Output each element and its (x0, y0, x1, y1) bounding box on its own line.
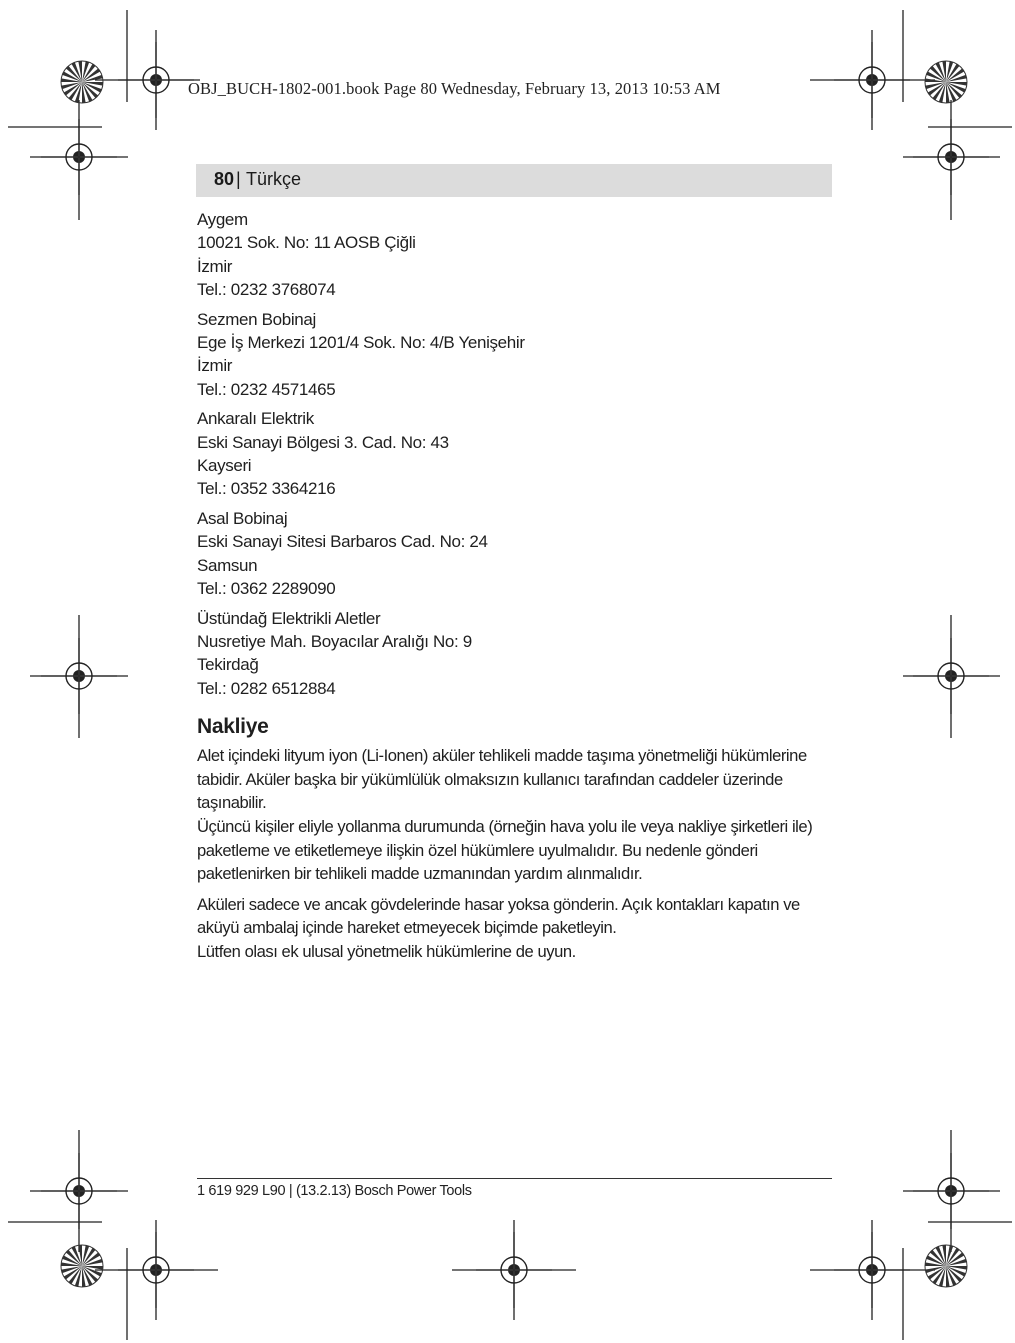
address-city: Kayseri (197, 456, 252, 476)
address-phone: Tel.: 0282 6512884 (197, 678, 336, 698)
section-paragraph: Lütfen olası ek ulusal yönetmelik hükümlerine de uyun. (197, 941, 576, 961)
address-name: Sezmen Bobinaj (197, 309, 316, 329)
address-phone: Tel.: 0232 3768074 (197, 280, 336, 300)
address-name: Üstündağ Elektrikli Aletler (197, 608, 381, 628)
address-block (197, 208, 837, 302)
page-number: 80 (214, 169, 235, 189)
address-block (197, 507, 837, 601)
address-block (197, 407, 837, 501)
address-name: Ankaralı Elektrik (197, 409, 314, 429)
print-slug-line: OBJ_BUCH-1802-001.book Page 80 Wednesday, February 13, 2013 10:53 AM (188, 79, 721, 98)
address-phone: Tel.: 0232 4571465 (197, 379, 336, 399)
address-street: Nusretiye Mah. Boyacılar Aralığı No: 9 (197, 631, 472, 651)
footer-rule (197, 1178, 832, 1179)
address-phone: Tel.: 0362 2289090 (197, 579, 336, 599)
page-content (197, 208, 837, 970)
star-target-bottom-right (925, 1245, 967, 1287)
address-city: İzmir (197, 356, 233, 376)
star-target-bottom-left (61, 1245, 103, 1287)
address-phone: Tel.: 0352 3364216 (197, 479, 336, 499)
address-street: Ege İş Merkezi 1201/4 Sok. No: 4/B Yenişehir (197, 333, 525, 353)
address-city: Tekirdağ (197, 655, 259, 675)
address-city: Samsun (197, 555, 258, 575)
address-name: Asal Bobinaj (197, 508, 288, 528)
address-street: Eski Sanayi Sitesi Barbaros Cad. No: 24 (197, 532, 488, 552)
address-name: Aygem (197, 210, 248, 229)
address-street: 10021 Sok. No: 11 AOSB Çiğli (197, 233, 416, 253)
address-street: Eski Sanayi Bölgesi 3. Cad. No: 43 (197, 432, 449, 452)
header-language: Türkçe (246, 169, 302, 189)
star-target-top-left (61, 61, 103, 103)
section-paragraph: Alet içindeki lityum iyon (Li-Ionen) aküler tehlikeli madde taşıma yönetmeliği hükümlerine tabidir. Aküler başka bir yükümlülük olmaksızın kullanıcı tarafından caddeler üzerinde taşınabilir. (197, 746, 807, 813)
page-header-bar (196, 164, 832, 197)
section-paragraph: Aküleri sadece ve ancak gövdelerinde hasar yoksa gönderin. Açık kontakları kapatın ve aküyü ambalaj içinde hareket etmeyecek biçimde paketleyin. (197, 894, 800, 938)
address-block (197, 607, 837, 701)
address-block (197, 308, 837, 402)
section-heading: Nakliye (197, 715, 269, 739)
header-separator: | (236, 169, 241, 189)
section-paragraph: Üçüncü kişiler eliyle yollanma durumunda (örneğin hava yolu ile veya nakliye şirketleri ile) paketleme ve etiketlemeye ilişkin özel hükümlere uyulmalıdır. Bu nedenle gönderi paketlenirken bir tehlikeli madde uzmanından yardım alınmalıdır. (197, 816, 813, 884)
page-footer: 1 619 929 L90 | (13.2.13) Bosch Power Tools (197, 1183, 472, 1199)
address-city: İzmir (197, 256, 233, 276)
star-target-top-right (925, 61, 967, 103)
